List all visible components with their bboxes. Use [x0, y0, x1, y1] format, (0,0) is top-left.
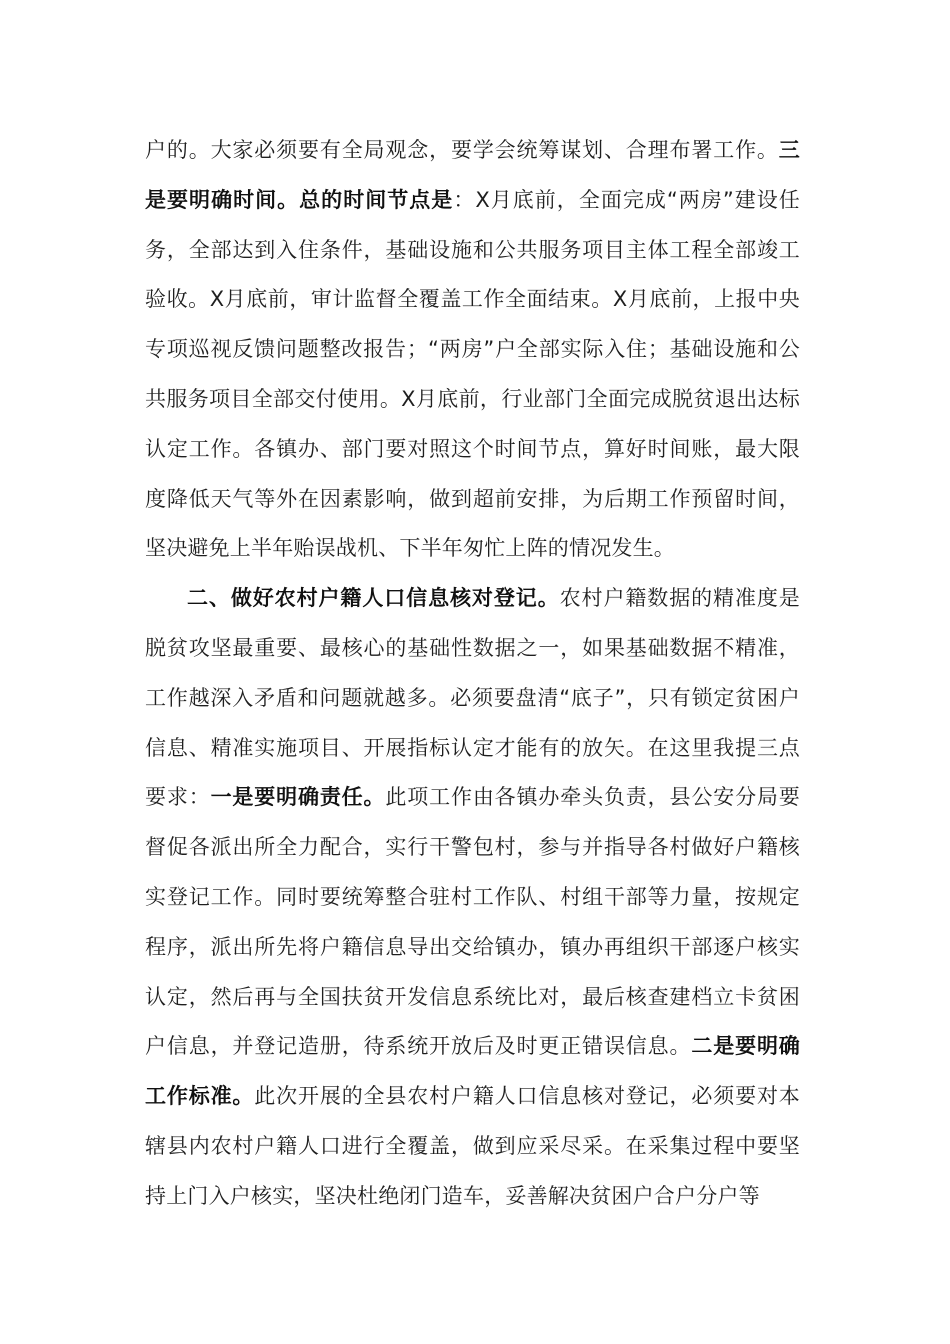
section-heading: 二、做好农村户籍人口信息核对登记。	[187, 586, 560, 611]
document-body	[145, 126, 800, 1222]
bold-text-span: 一是要明确责任。	[210, 785, 386, 810]
bold-text-span: 二是要明确工作标准。	[145, 1034, 801, 1109]
text-span: 此次开展的全县农村户籍人口信息核对登记，必须要对本辖县内农村户籍人口进行全覆盖，做到应采尽采。在采集过程中要坚持上门入户核实，坚决杜绝闭门造车，妥善解决贫困户合户分户等	[145, 1084, 801, 1208]
paragraph-time-schedule	[145, 126, 800, 574]
text-span: 农村户籍数据的精准度是脱贫攻坚最重要、最核心的基础性数据之一，如果基础数据不精准，工作越深入矛盾和问题就越多。必须要盘清“底子”，只有锁定贫困户信息、精准实施项目、开展指标认定才能有的放矢。在这里我提三点要求：	[145, 586, 800, 810]
bold-text-span: 三是要明确时间。总的时间节点是	[145, 138, 800, 212]
text-span: 户的。大家必须要有全局观念，要学会统筹谋划、合理布署工作。	[145, 138, 779, 162]
text-span: 此项工作由各镇办牵头负责，县公安分局要督促各派出所全力配合，实行干警包村，参与并指导各村做好户籍核实登记工作。同时要统筹整合驻村工作队、村组干部等力量，按规定程序，派出所先将户籍信息导出交给镇办，镇办再组织干部逐户核实认定，然后再与全国扶贫开发信息系统比对，最后核查建档立卡贫困户信息，并登记造册，待系统开放后及时更正错误信息。	[145, 785, 800, 1059]
text-span: ：X月底前，全面完成“两房”建设任务，全部达到入住条件，基础设施和公共服务项目主体工程全部竣工验收。X月底前，审计监督全覆盖工作全面结束。X月底前，上报中央专项巡视反馈问题整改报告；“两房”户全部实际入住；基础设施和公共服务项目全部交付使用。X月底前，行业部门全面完成脱贫退出达标认定工作。各镇办、部门要对照这个时间节点，算好时间账，最大限度降低天气等外在因素影响，做到超前安排，为后期工作预留时间，坚决避免上半年贻误战机、下半年匆忙上阵的情况发生。	[145, 187, 800, 561]
paragraph-household-registration	[145, 574, 800, 1221]
